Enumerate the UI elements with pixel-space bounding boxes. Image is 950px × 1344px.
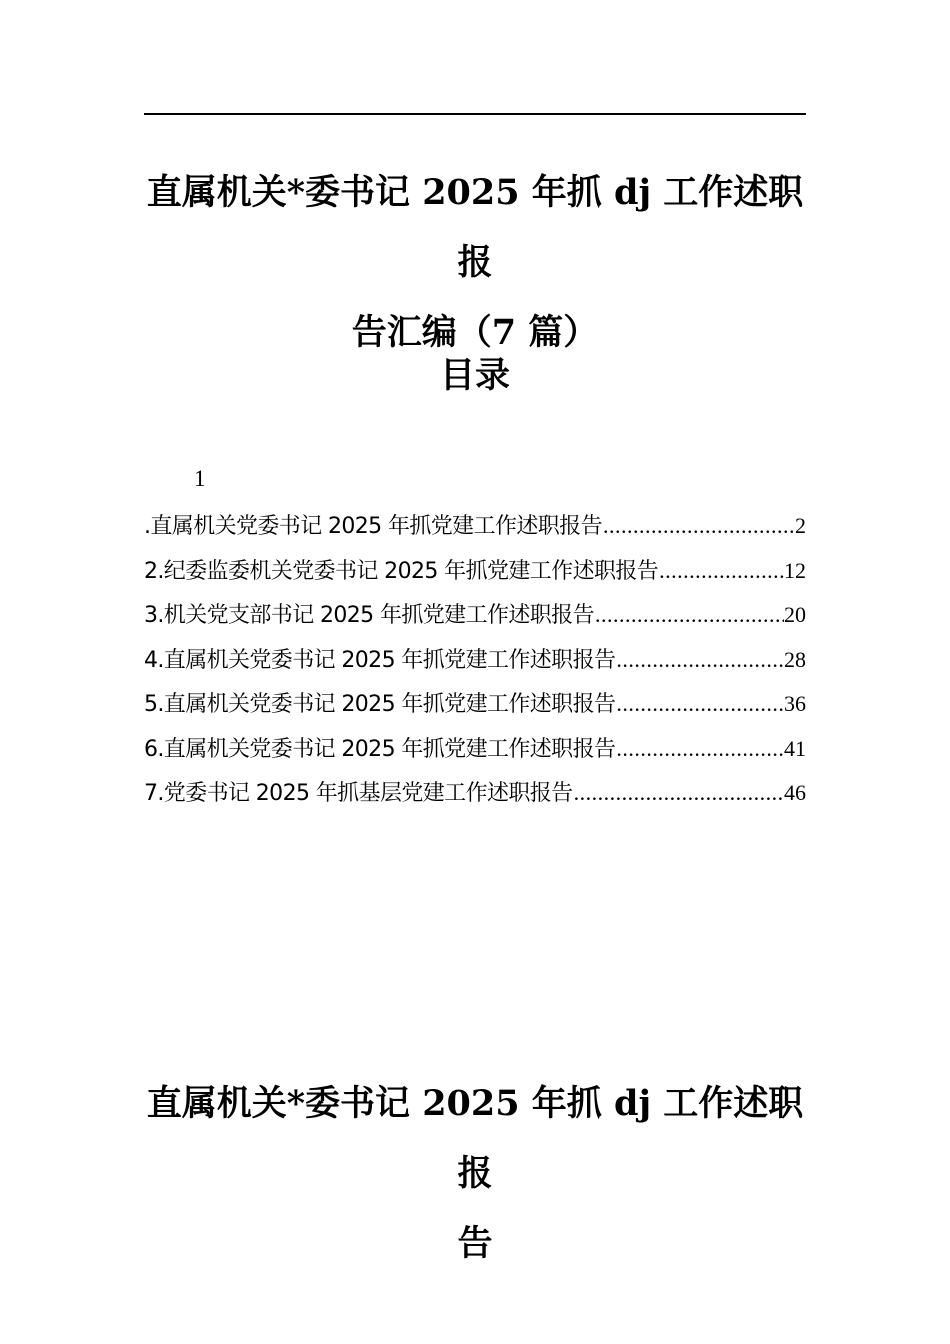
toc-entry-4[interactable] <box>144 638 806 683</box>
toc-entry-text: .直属机关党委书记 2025 年抓党建工作述职报告 <box>144 514 602 539</box>
toc-entry-page: 12 <box>784 557 806 583</box>
toc-entry-5[interactable] <box>144 682 806 727</box>
toc-entry-text: 3.机关党支部书记 2025 年抓党建工作述职报告 <box>144 603 594 628</box>
toc-entry-7[interactable] <box>144 771 806 816</box>
toc-entry-3[interactable] <box>144 593 806 638</box>
toc-leader-dots <box>615 727 784 771</box>
toc-leader-dots <box>573 771 784 815</box>
document-title-line-2: 告汇编（7 篇） <box>351 312 599 353</box>
toc-entry-text: 4.直属机关党委书记 2025 年抓党建工作述职报告 <box>144 647 616 673</box>
toc-entry-page: 46 <box>784 780 806 805</box>
header-rule <box>144 113 806 115</box>
toc-leader-dots <box>602 504 795 548</box>
toc-entry-text: 6.直属机关党委书记 2025 年抓党建工作述职报告 <box>144 736 616 762</box>
toc-entry-page: 28 <box>784 646 806 672</box>
toc-entry-text: 2.纪委监委机关党委书记 2025 年抓党建工作述职报告 <box>144 558 659 584</box>
toc-entry-6[interactable] <box>144 727 806 772</box>
toc-entry-text: 5.直属机关党委书记 2025 年抓党建工作述职报告 <box>144 692 616 717</box>
section-title-line-2: 告 <box>457 1223 493 1264</box>
toc-entry-page: 36 <box>784 691 806 716</box>
toc-leader-dots <box>615 638 784 682</box>
document-title <box>144 158 806 368</box>
toc-first-number: 1 <box>194 466 206 491</box>
toc-leader-dots <box>615 682 784 726</box>
table-of-contents <box>144 504 806 816</box>
toc-entry-2[interactable] <box>144 549 806 594</box>
toc-entry-1[interactable] <box>144 504 806 549</box>
toc-entry-text: 7.党委书记 2025 年抓基层党建工作述职报告 <box>144 781 573 806</box>
toc-entry-page: 20 <box>784 602 806 627</box>
toc-entry-page: 41 <box>784 735 806 761</box>
toc-leader-dots <box>594 593 784 637</box>
section-title <box>144 1069 806 1279</box>
document-title-line-1: 直属机关*委书记 2025 年抓 dj 工作述职报 <box>146 172 804 283</box>
toc-entry-page: 2 <box>795 513 806 538</box>
toc-heading: 目录 <box>439 355 510 396</box>
section-title-line-1: 直属机关*委书记 2025 年抓 dj 工作述职报 <box>146 1083 804 1194</box>
toc-leader-dots <box>658 549 784 593</box>
